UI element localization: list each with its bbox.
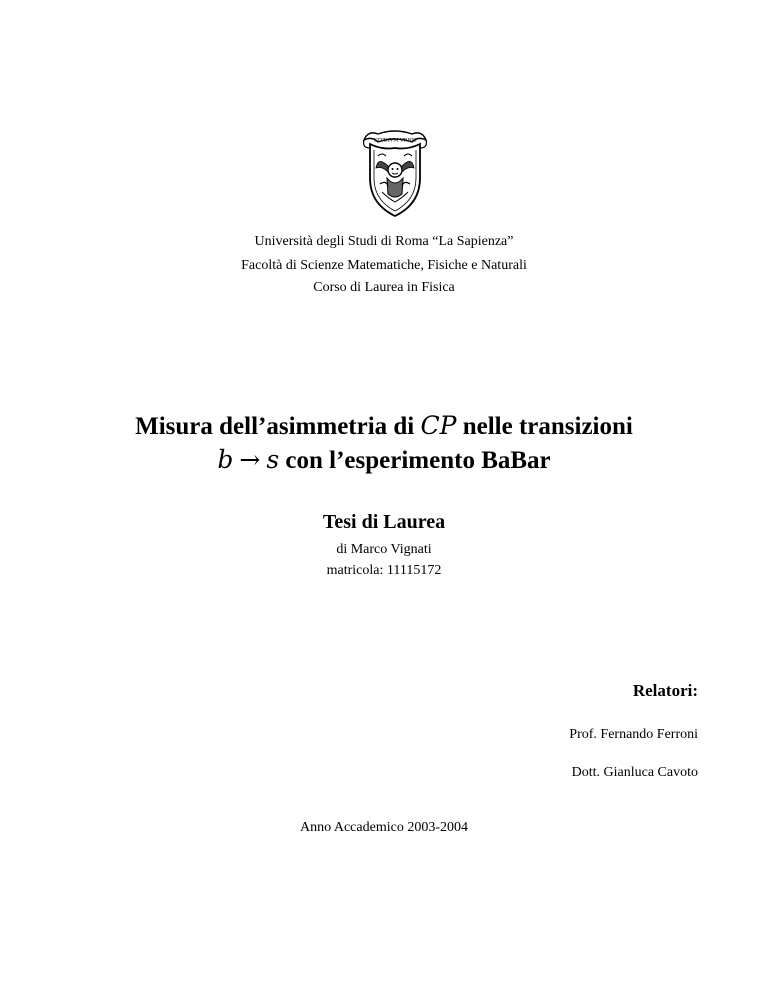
cp-symbol: CP [420,411,457,440]
supervisors-heading: Relatori: [632,681,698,700]
faculty-name: Facoltà di Scienze Matematiche, Fisiche e Naturali [241,258,527,273]
s-quark-symbol: s [266,445,280,474]
supervisor-2: Dott. Gianluca Cavoto [571,765,698,780]
thesis-title-line-2 [0,444,768,477]
b-quark-symbol: b [217,445,234,474]
arrow-symbol: → [239,445,261,474]
supervisor-1: Prof. Fernando Ferroni [569,727,698,742]
title-text: Misura dell’asimmetria di [135,413,421,440]
academic-year: Anno Accademico 2003-2004 [300,820,468,835]
title-text: con l’esperimento BaBar [279,447,551,474]
university-seal [358,126,432,218]
title-text: nelle transizioni [456,413,633,440]
author-line: di Marco Vignati [336,542,432,557]
course-name: Corso di Laurea in Fisica [313,280,455,295]
thesis-title-line-1 [0,410,768,443]
svg-text:STVDIVM VRBIS: STVDIVM VRBIS [373,137,417,144]
thesis-type: Tesi di Laurea [322,511,446,533]
matricola-line: matricola: 11115172 [326,563,442,578]
university-name: Università degli Studi di Roma “La Sapienza” [254,234,514,249]
